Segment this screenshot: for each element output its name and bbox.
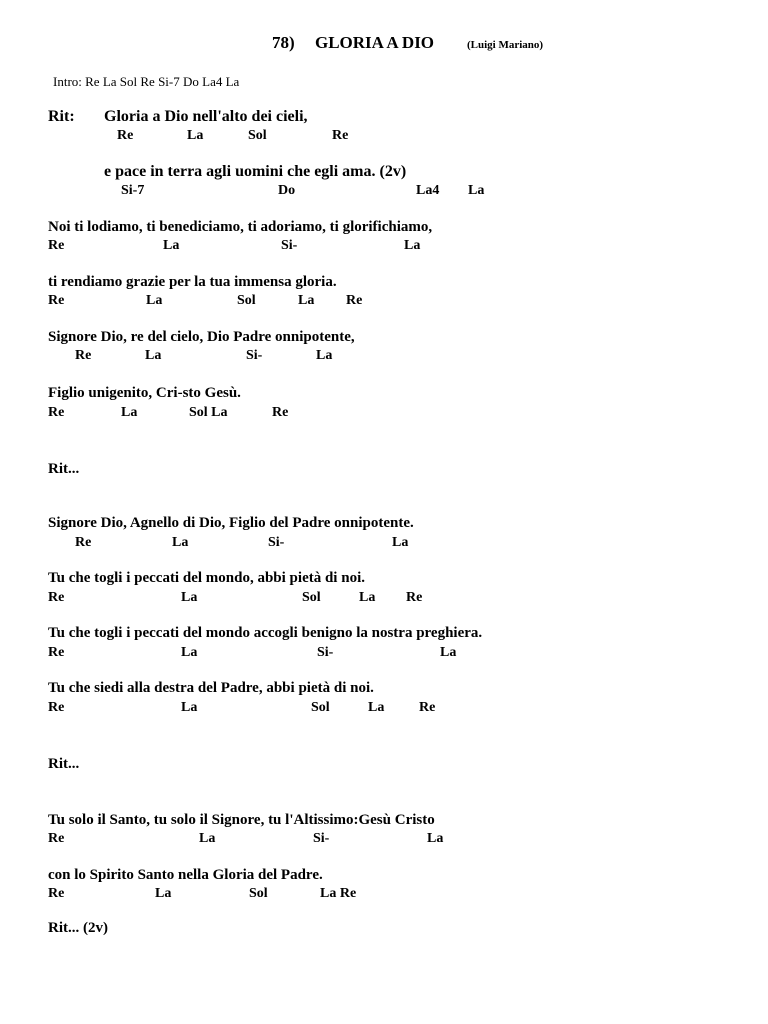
chord: La: [316, 348, 333, 363]
chord: Re: [117, 128, 134, 143]
chord: La: [199, 831, 216, 846]
chord: Re: [75, 535, 92, 550]
lyric-line: ti rendiamo grazie per la tua immensa gloria.: [48, 274, 337, 290]
lyric-line: Signore Dio, Agnello di Dio, Figlio del Padre onnipotente.: [48, 515, 414, 531]
chord: Re: [48, 590, 65, 605]
chord: Re: [48, 238, 65, 253]
chord: Si-: [317, 645, 334, 660]
chord: Sol: [311, 700, 330, 715]
chord: Sol: [302, 590, 321, 605]
chord: Re: [272, 405, 289, 420]
chord: Re: [48, 293, 65, 308]
chord: La Re: [320, 886, 357, 901]
chord: Si-7: [121, 183, 145, 198]
chord: La: [163, 238, 180, 253]
chord: Re: [406, 590, 423, 605]
chord: Si-: [246, 348, 263, 363]
chord: La: [181, 590, 198, 605]
chord: Re: [75, 348, 92, 363]
refrain-label: Rit:: [48, 108, 75, 125]
chord: Re: [48, 645, 65, 660]
lyric-line: Gloria a Dio nell'alto dei cieli,: [104, 108, 308, 125]
lyric-line: Signore Dio, re del cielo, Dio Padre onnipotente,: [48, 329, 355, 345]
chord: La: [145, 348, 162, 363]
chord: Sol: [248, 128, 267, 143]
song-author: (Luigi Mariano): [467, 39, 544, 51]
chord: La: [172, 535, 189, 550]
chord: La: [359, 590, 376, 605]
chord: La: [440, 645, 457, 660]
chord: La: [181, 645, 198, 660]
chord: Sol La: [189, 405, 228, 420]
lyric-line: Figlio unigenito, Cri-sto Gesù.: [48, 385, 241, 401]
lyric-line: Tu che siedi alla destra del Padre, abbi pietà di noi.: [48, 680, 374, 696]
chord: La: [468, 183, 485, 198]
chord: La: [298, 293, 315, 308]
chord: Re: [48, 700, 65, 715]
chord: Re: [48, 886, 65, 901]
intro-chords: Intro: Re La Sol Re Si-7 Do La4 La: [53, 74, 240, 89]
chord: Si-: [281, 238, 298, 253]
chord: La: [181, 700, 198, 715]
refrain-reference: Rit...: [48, 461, 80, 477]
chord: Sol: [237, 293, 256, 308]
chord: Re: [48, 405, 65, 420]
song-title: GLORIA A DIO: [315, 33, 435, 52]
chord: La: [187, 128, 204, 143]
refrain-reference: Rit...: [48, 756, 80, 772]
chord: Sol: [249, 886, 268, 901]
lyric-line: Tu solo il Santo, tu solo il Signore, tu l'Altissimo:Gesù Cristo: [48, 812, 435, 828]
chord: Si-: [268, 535, 285, 550]
lyric-line: e pace in terra agli uomini che egli ama. (2v): [104, 163, 407, 180]
chord: La: [427, 831, 444, 846]
chord: Re: [419, 700, 436, 715]
refrain-reference: Rit... (2v): [48, 920, 108, 936]
chord: La: [392, 535, 409, 550]
chord: Re: [48, 831, 65, 846]
chord: Re: [332, 128, 349, 143]
chord: La4: [416, 183, 440, 198]
song-number: 78): [272, 33, 295, 52]
chord: La: [368, 700, 385, 715]
chord: La: [404, 238, 421, 253]
chord: La: [121, 405, 138, 420]
lyric-line: con lo Spirito Santo nella Gloria del Padre.: [48, 867, 323, 883]
chord: Si-: [313, 831, 330, 846]
lyric-line: Noi ti lodiamo, ti benediciamo, ti adoriamo, ti glorifichiamo,: [48, 219, 433, 235]
chord: La: [155, 886, 172, 901]
lyric-line: Tu che togli i peccati del mondo accogli benigno la nostra preghiera.: [48, 625, 483, 641]
chord: Do: [278, 183, 296, 198]
chord: Re: [346, 293, 363, 308]
lyric-line: Tu che togli i peccati del mondo, abbi pietà di noi.: [48, 570, 365, 586]
chord: La: [146, 293, 163, 308]
